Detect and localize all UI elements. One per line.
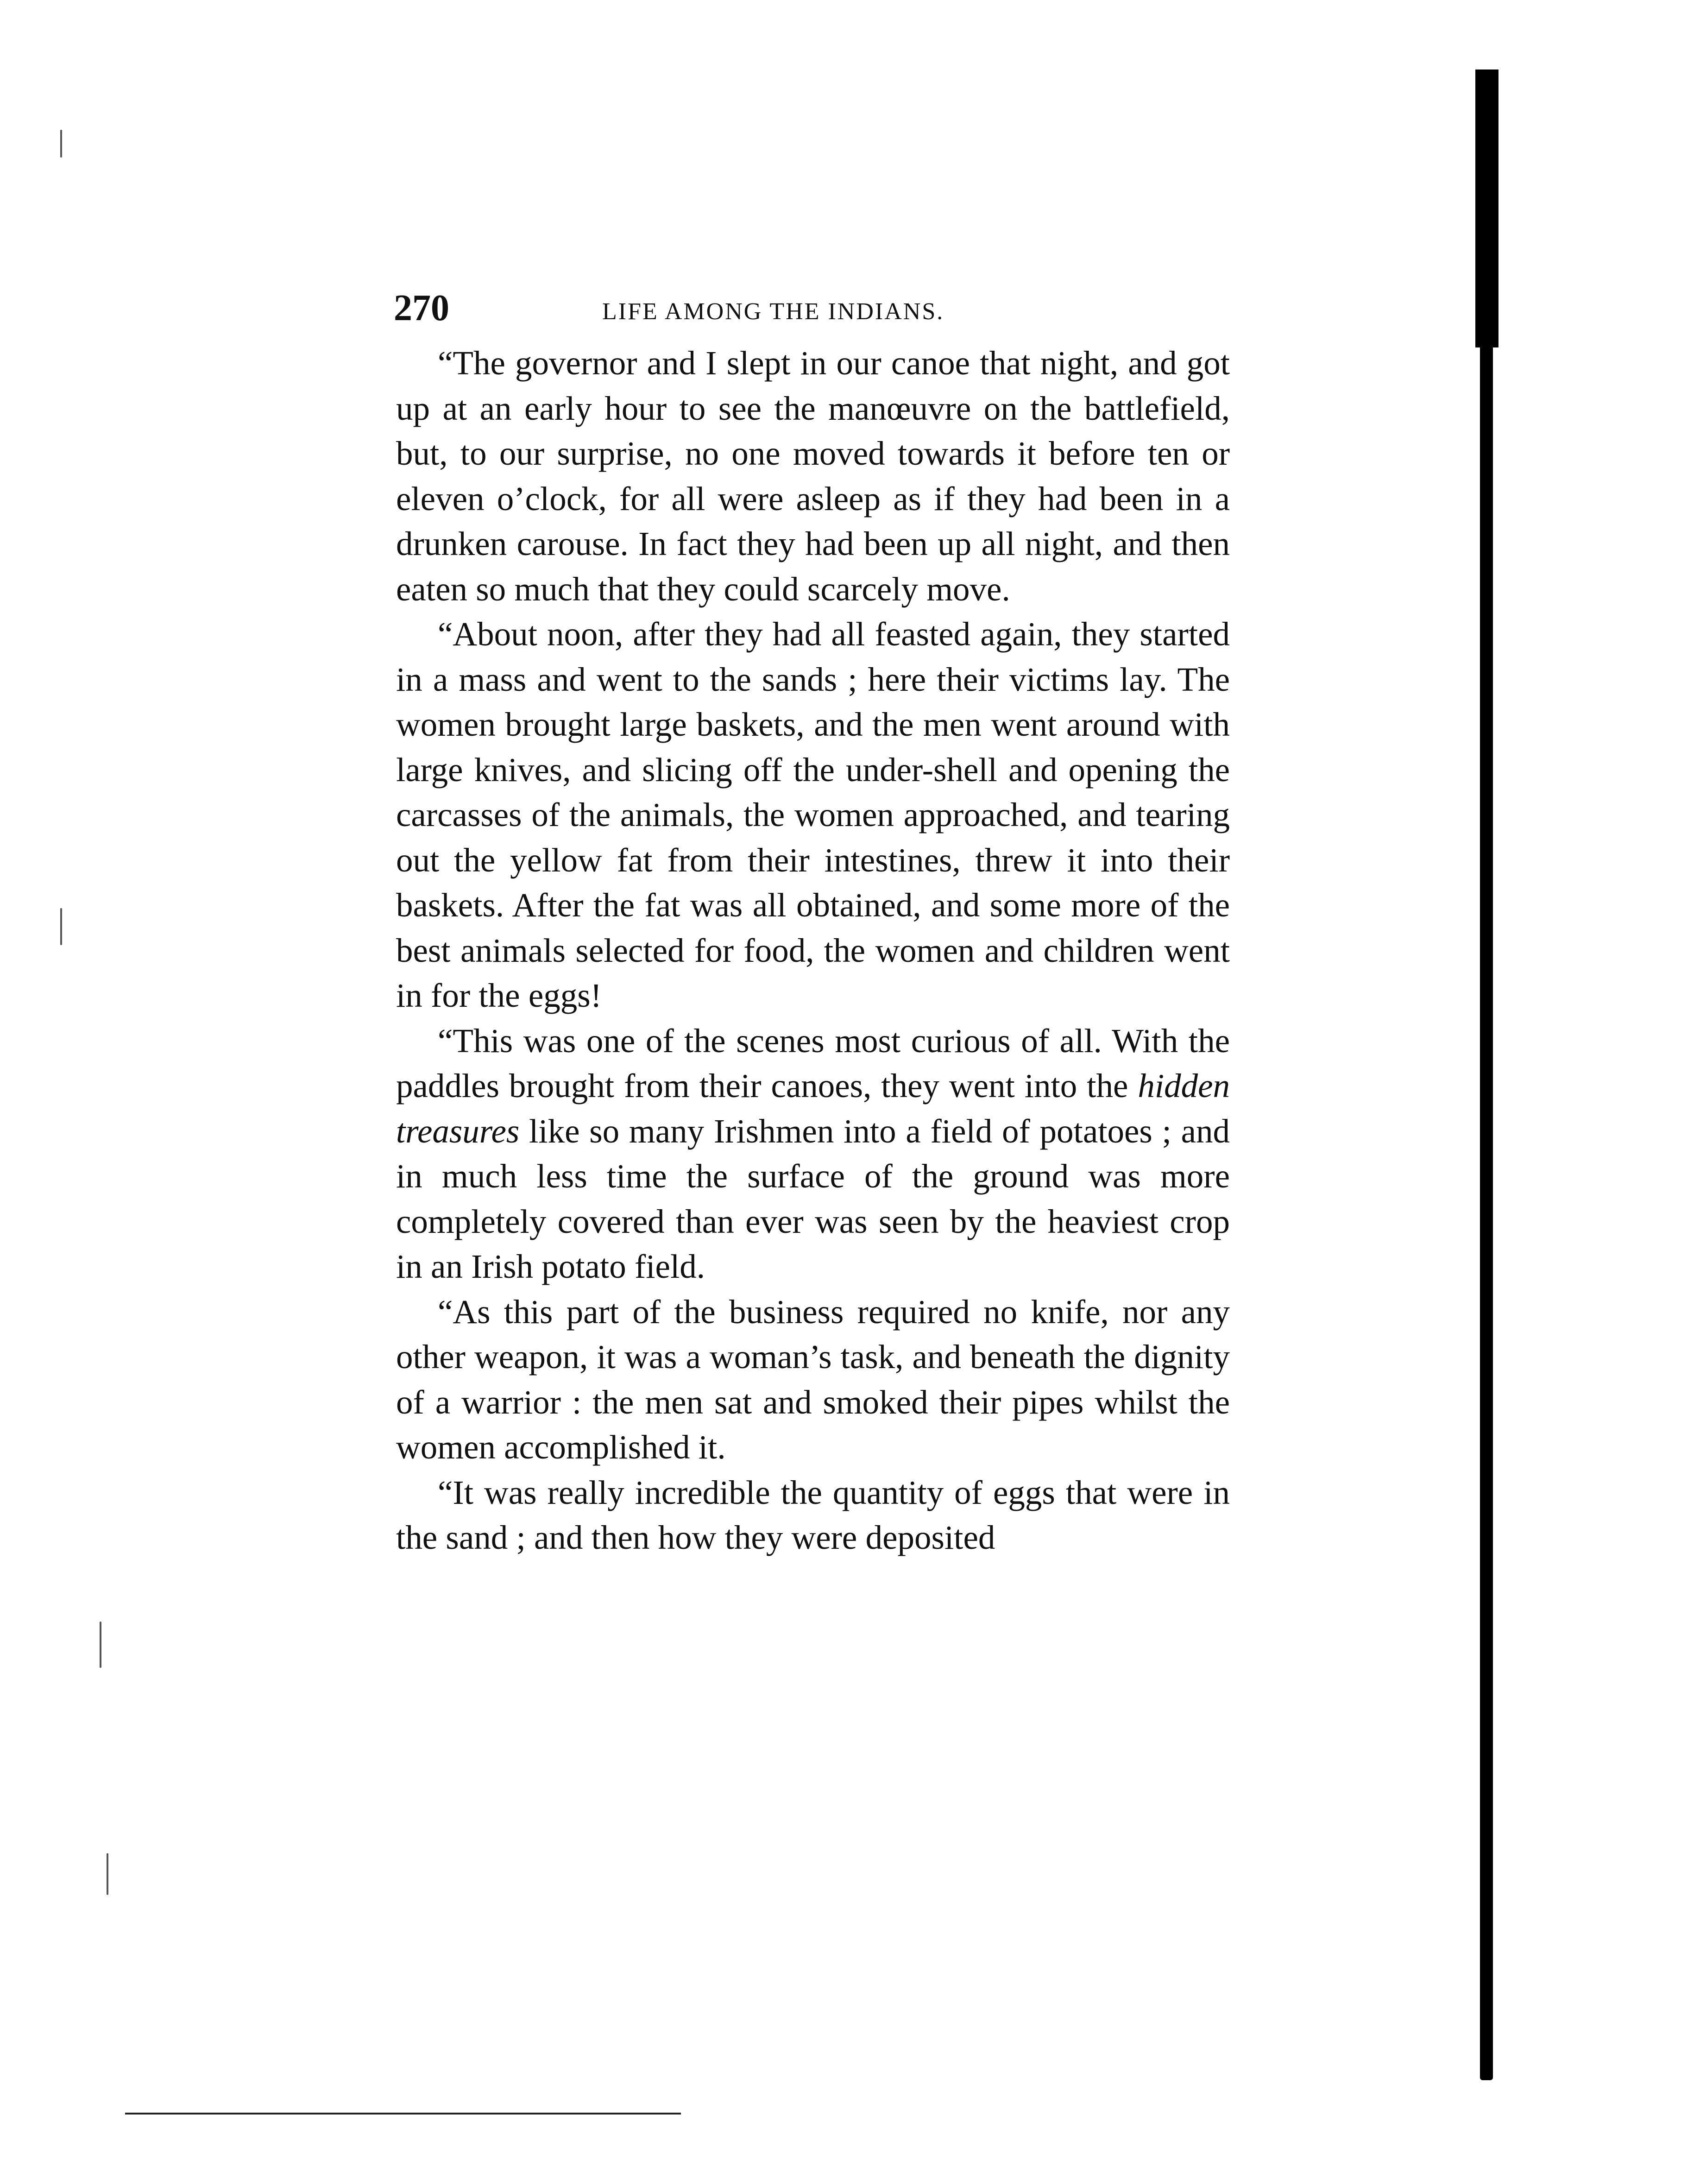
running-head: LIFE AMONG THE INDIANS. bbox=[602, 298, 944, 325]
paragraph-1: “The governor and I slept in our canoe that night, and got up at an early hour to see the manœuvre on the battlefield, but, to our surprise, no one moved towards it before ten or eleven o’clock, for all were asleep as if they had been in a drunken carouse. In fact they had been up all night, and then eaten so much that they could scarcely move. bbox=[396, 344, 1230, 608]
scan-speck bbox=[60, 130, 62, 158]
paragraph-4: “As this part of the business required no knife, nor any other weapon, it was a woman’s task, and beneath the dignity of a warrior : the men sat and smoked their pipes whilst the women accomplished it. bbox=[396, 1293, 1230, 1466]
paragraph-2: “About noon, after they had all feasted again, they started in a mass and went to the sands ; here their victims lay. The women brought large baskets, and the men went around with large knives, and slicing off the under-shell and opening the carcasses of the animals, the women approached, and tearing out the yellow fat from their intestines, threw it into their baskets. After the fat was all obtained, and some more of the best animals selected for food, the women and children went in for the eggs! bbox=[396, 615, 1230, 1014]
bottom-edge-line bbox=[125, 2113, 681, 2115]
body-text bbox=[396, 341, 1230, 1560]
scan-speck bbox=[60, 908, 62, 945]
paragraph-3-italic: hidden treasures bbox=[396, 1067, 1230, 1150]
binding-edge-line bbox=[1480, 69, 1493, 2080]
paragraph-5: “It was really incredible the quantity of eggs that were in the sand ; and then how they were deposited bbox=[396, 1473, 1230, 1556]
paragraph-3-part-1: “This was one of the scenes most curious of all. With the paddles brought from their canoes, they went into the bbox=[396, 1022, 1230, 1105]
scan-speck bbox=[100, 1622, 101, 1668]
page-header bbox=[394, 283, 1228, 334]
paragraph-3 bbox=[396, 1018, 1230, 1289]
paragraph-3-part-2: like so many Irishmen into a field of potatoes ; and in much less time the surface of the ground was more completely covered than ever was seen by the heaviest crop in an Irish potato field. bbox=[396, 1112, 1230, 1285]
page-number: 270 bbox=[394, 288, 449, 328]
scan-speck bbox=[107, 1853, 108, 1895]
